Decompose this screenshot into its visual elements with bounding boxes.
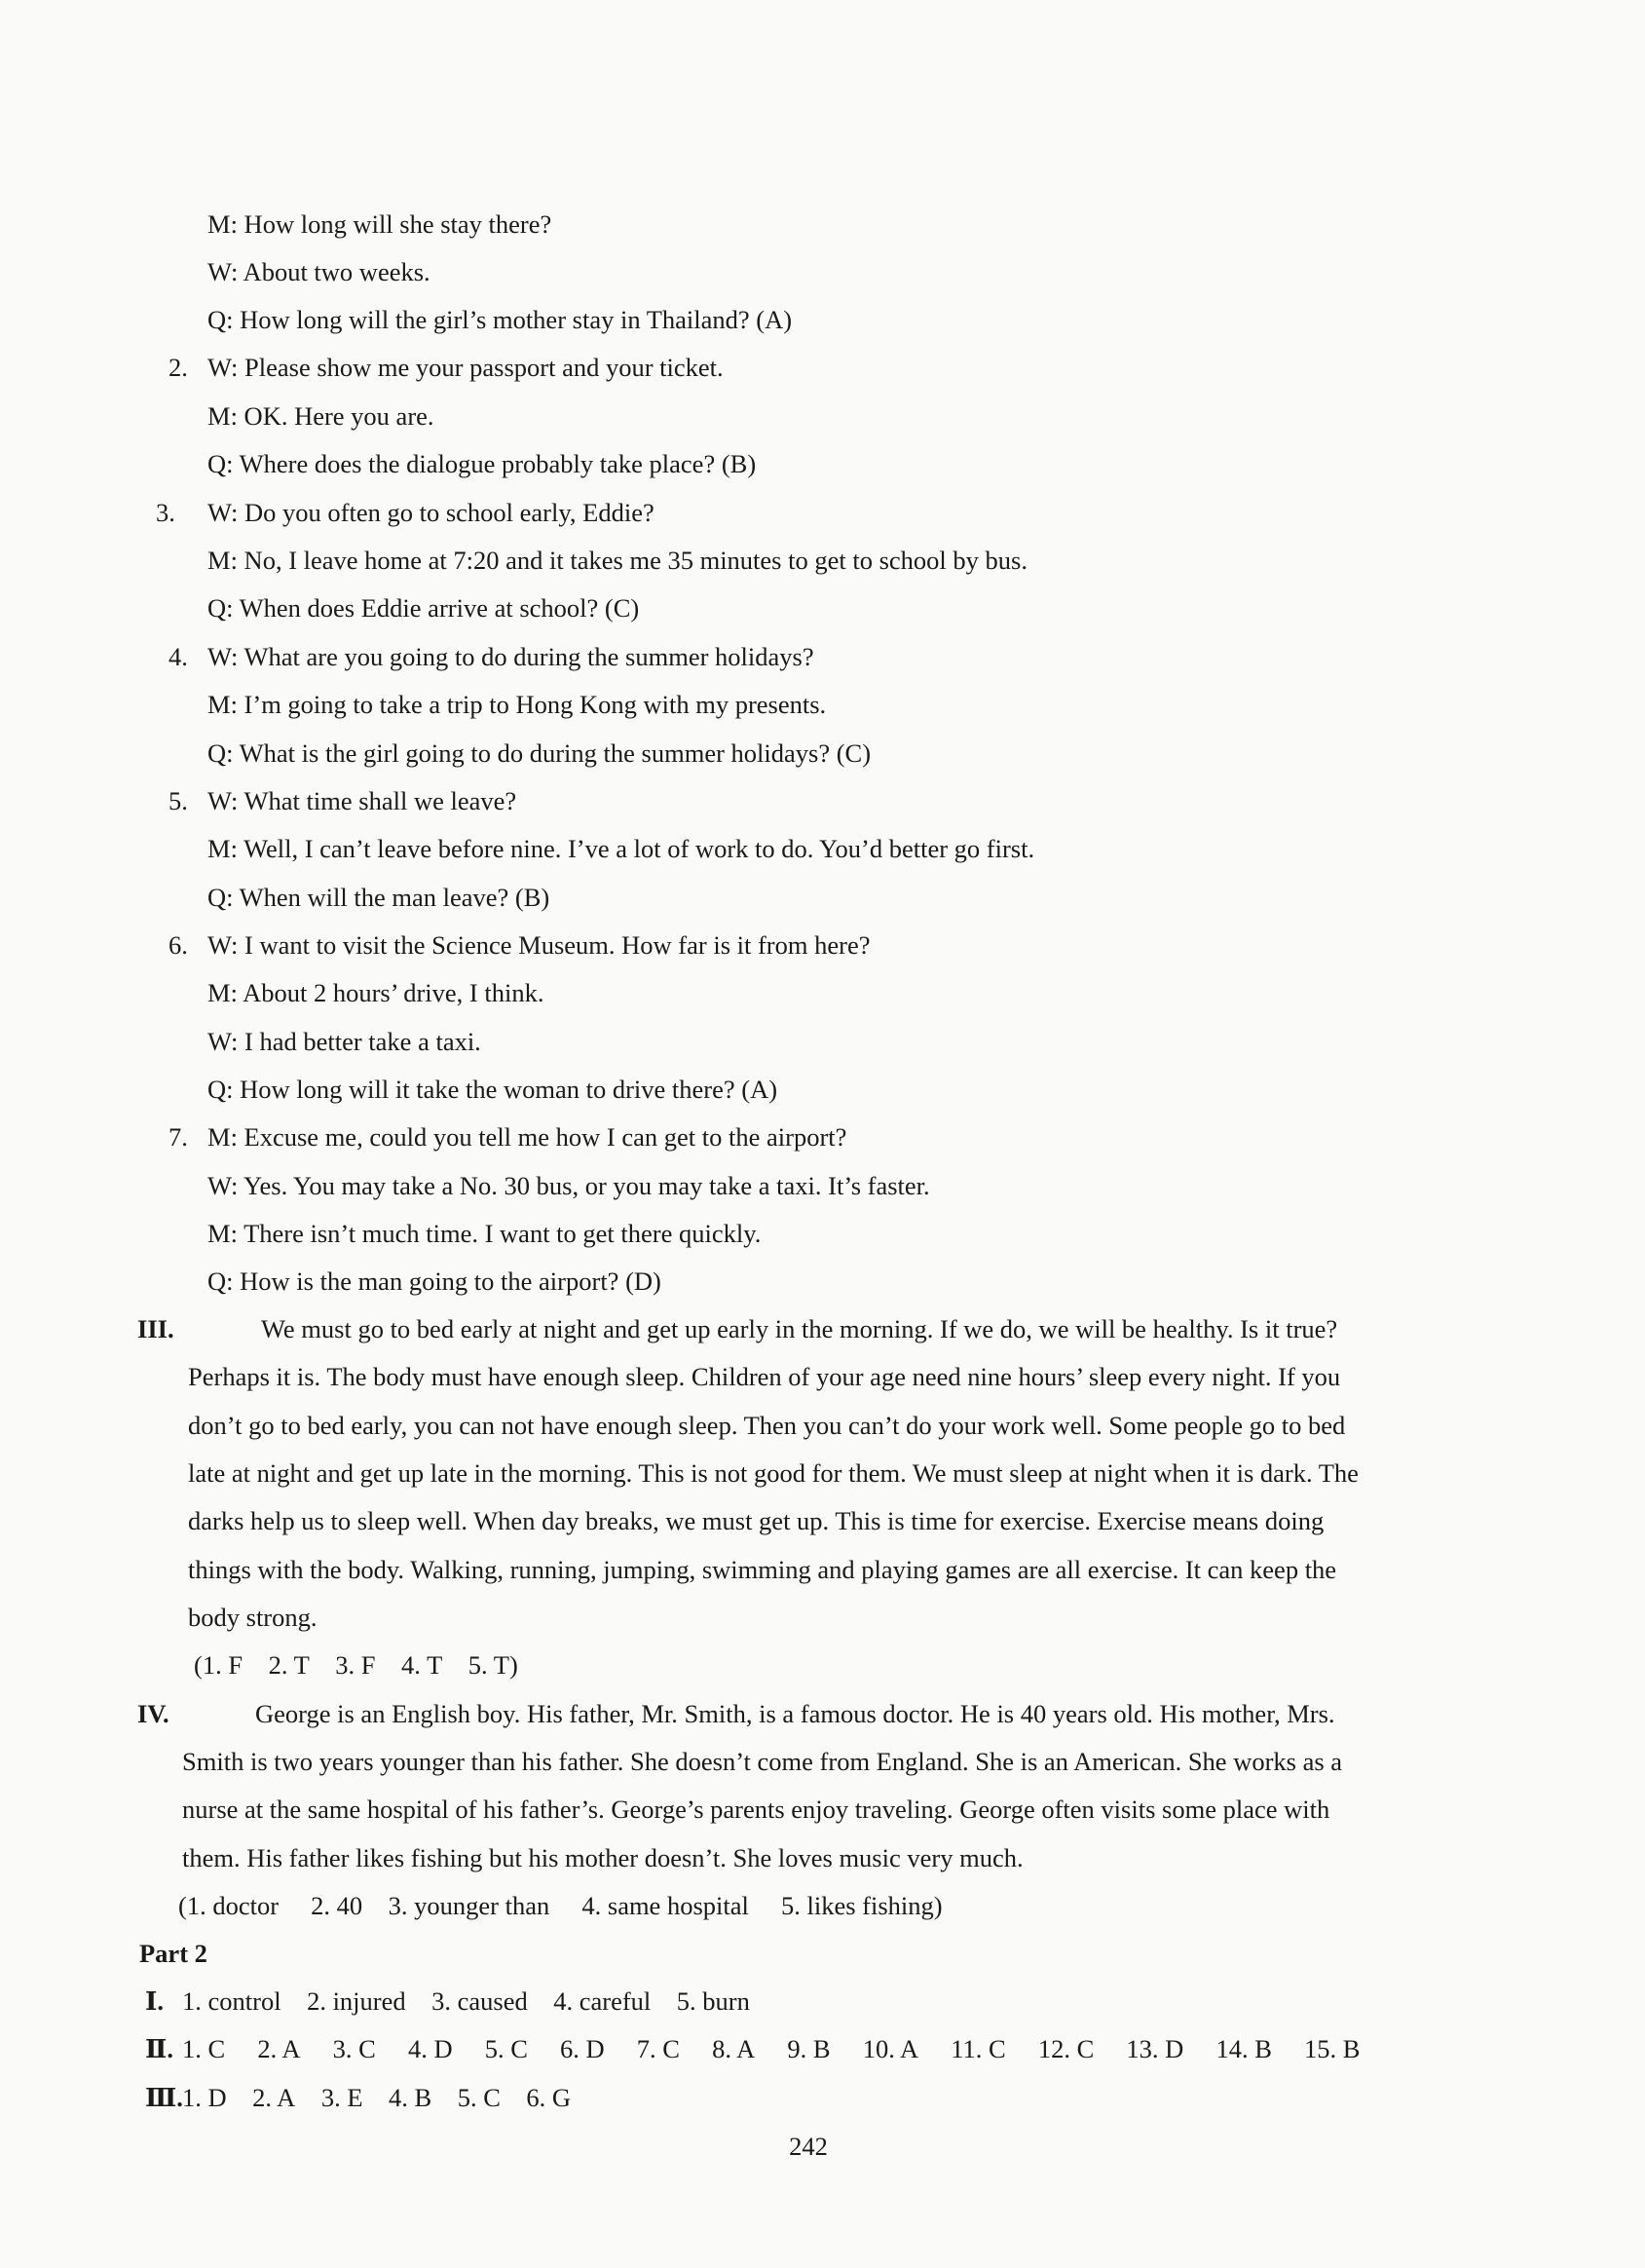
- answer: 5. likes fishing): [781, 1891, 943, 1920]
- answer: 3. caused: [431, 1986, 528, 2016]
- answer: 13. D: [1126, 2034, 1184, 2063]
- section-label: III.: [137, 1314, 174, 1343]
- answer: 5. T): [467, 1650, 518, 1680]
- answer: 3. F: [335, 1650, 376, 1680]
- dialogue-line: W: What time shall we leave?: [207, 786, 517, 815]
- answer: 1. control: [182, 1986, 281, 2016]
- dialogue-line: W: I want to visit the Science Museum. How far is it from here?: [207, 930, 871, 960]
- dialogue-line: W: What are you going to do during the summer holidays?: [207, 642, 814, 671]
- answer: 2. A: [252, 2083, 296, 2112]
- answer: 8. A: [712, 2034, 756, 2063]
- dialogue-line: M: Excuse me, could you tell me how I can get to the airport?: [207, 1122, 847, 1152]
- answer: 7. C: [636, 2034, 680, 2063]
- page-number: 242: [789, 2132, 828, 2161]
- dialogue-line: M: No, I leave home at 7:20 and it takes me 35 minutes to get to school by bus.: [207, 546, 1028, 575]
- passage-line: don’t go to bed early, you can not have enough sleep. Then you can’t do your work well. Some people go to bed: [188, 1411, 1346, 1440]
- dialogue-number: 7.: [168, 1122, 188, 1152]
- dialogue-line: M: Well, I can’t leave before nine. I’ve a lot of work to do. You’d better go first.: [207, 834, 1035, 863]
- passage-line: Smith is two years younger than his father. She doesn’t come from England. She is an American. She works as a: [182, 1747, 1343, 1776]
- dialogue-line: W: Do you often go to school early, Eddie?: [207, 498, 654, 527]
- answer: 4. careful: [553, 1986, 652, 2016]
- answer: 15. B: [1304, 2034, 1361, 2063]
- answer: 11. C: [951, 2034, 1006, 2063]
- section-label: IV.: [137, 1699, 169, 1728]
- answer-row: [194, 1648, 518, 1682]
- answer: 2. T: [268, 1650, 310, 1680]
- answer: (1. F: [194, 1650, 243, 1680]
- answer: 6. D: [560, 2034, 605, 2063]
- dialogue-line: Q: How long will it take the woman to drive there? (A): [207, 1075, 778, 1104]
- answer: 1. C: [182, 2034, 226, 2063]
- answer: 2. 40: [311, 1891, 363, 1920]
- dialogue-number: 4.: [168, 642, 188, 671]
- answer: (1. doctor: [178, 1891, 280, 1920]
- answer: 9. B: [787, 2034, 831, 2063]
- answer-row: [182, 2081, 571, 2114]
- dialogue-line: Q: What is the girl going to do during the summer holidays? (C): [207, 738, 872, 768]
- dialogue-number: 3.: [156, 498, 175, 527]
- part-heading: Part 2: [139, 1939, 207, 1968]
- answer: 3. younger than: [388, 1891, 550, 1920]
- answer: 3. E: [320, 2083, 363, 2112]
- dialogue-line: W: About two weeks.: [207, 257, 430, 286]
- dialogue-line: W: Please show me your passport and your ticket.: [207, 353, 724, 382]
- answer: 4. B: [389, 2083, 432, 2112]
- passage-line: them. His father likes fishing but his mother doesn’t. She loves music very much.: [182, 1843, 1024, 1872]
- dialogue-line: M: How long will she stay there?: [207, 209, 552, 239]
- answer: 4. D: [407, 2034, 453, 2063]
- answer-row: [178, 1889, 943, 1922]
- dialogue-line: M: I’m going to take a trip to Hong Kong with my presents.: [207, 690, 827, 719]
- dialogue-line: M: There isn’t much time. I want to get there quickly.: [207, 1219, 762, 1248]
- dialogue-line: Q: When will the man leave? (B): [207, 883, 550, 912]
- section-label: Ⅲ.: [145, 2083, 183, 2112]
- answer: 1. D: [182, 2083, 227, 2112]
- answer: 3. C: [332, 2034, 376, 2063]
- dialogue-number: 5.: [168, 786, 188, 815]
- answer: 6. G: [526, 2083, 572, 2112]
- passage-line: nurse at the same hospital of his father’s. George’s parents enjoy traveling. George often visits some place with: [182, 1795, 1330, 1824]
- answer: 2. A: [257, 2034, 301, 2063]
- passage-line: body strong.: [188, 1603, 318, 1632]
- section-label: Ⅰ.: [145, 1986, 165, 2016]
- passage-line: George is an English boy. His father, Mr. Smith, is a famous doctor. He is 40 years old. His mother, Mrs.: [255, 1699, 1335, 1728]
- section-label: Ⅱ.: [145, 2034, 173, 2063]
- answer: 14. B: [1215, 2034, 1272, 2063]
- dialogue-number: 2.: [168, 353, 188, 382]
- dialogue-line: M: About 2 hours’ drive, I think.: [207, 978, 544, 1007]
- dialogue-line: Q: Where does the dialogue probably take place? (B): [207, 449, 757, 478]
- passage-line: late at night and get up late in the morning. This is not good for them. We must sleep at night when it is dark. The: [188, 1458, 1359, 1488]
- dialogue-line: Q: When does Eddie arrive at school? (C): [207, 593, 640, 623]
- answer: 5. burn: [676, 1986, 750, 2016]
- answer: 5. C: [484, 2034, 528, 2063]
- dialogue-line: Q: How is the man going to the airport? (D): [207, 1266, 661, 1296]
- dialogue-line: W: Yes. You may take a No. 30 bus, or you may take a taxi. It’s faster.: [207, 1171, 930, 1200]
- answer-row: [182, 2032, 1360, 2065]
- answer-row: [182, 1984, 750, 2018]
- answer: 2. injured: [307, 1986, 406, 2016]
- answer: 4. T: [401, 1650, 443, 1680]
- answer: 12. C: [1037, 2034, 1095, 2063]
- dialogue-line: W: I had better take a taxi.: [207, 1027, 481, 1056]
- answer: 5. C: [457, 2083, 501, 2112]
- passage-line: Perhaps it is. The body must have enough sleep. Children of your age need nine hours’ sleep every night. If you: [188, 1362, 1341, 1391]
- passage-line: things with the body. Walking, running, jumping, swimming and playing games are all exercise. It can keep the: [188, 1555, 1337, 1584]
- dialogue-number: 6.: [168, 930, 188, 960]
- dialogue-line: M: OK. Here you are.: [207, 401, 434, 431]
- passage-line: darks help us to sleep well. When day breaks, we must get up. This is time for exercise. Exercise means doing: [188, 1506, 1325, 1535]
- dialogue-line: Q: How long will the girl’s mother stay in Thailand? (A): [207, 305, 793, 334]
- passage-line: We must go to bed early at night and get up early in the morning. If we do, we will be healthy. Is it true?: [261, 1314, 1338, 1343]
- answer: 10. A: [862, 2034, 919, 2063]
- answer: 4. same hospital: [581, 1891, 749, 1920]
